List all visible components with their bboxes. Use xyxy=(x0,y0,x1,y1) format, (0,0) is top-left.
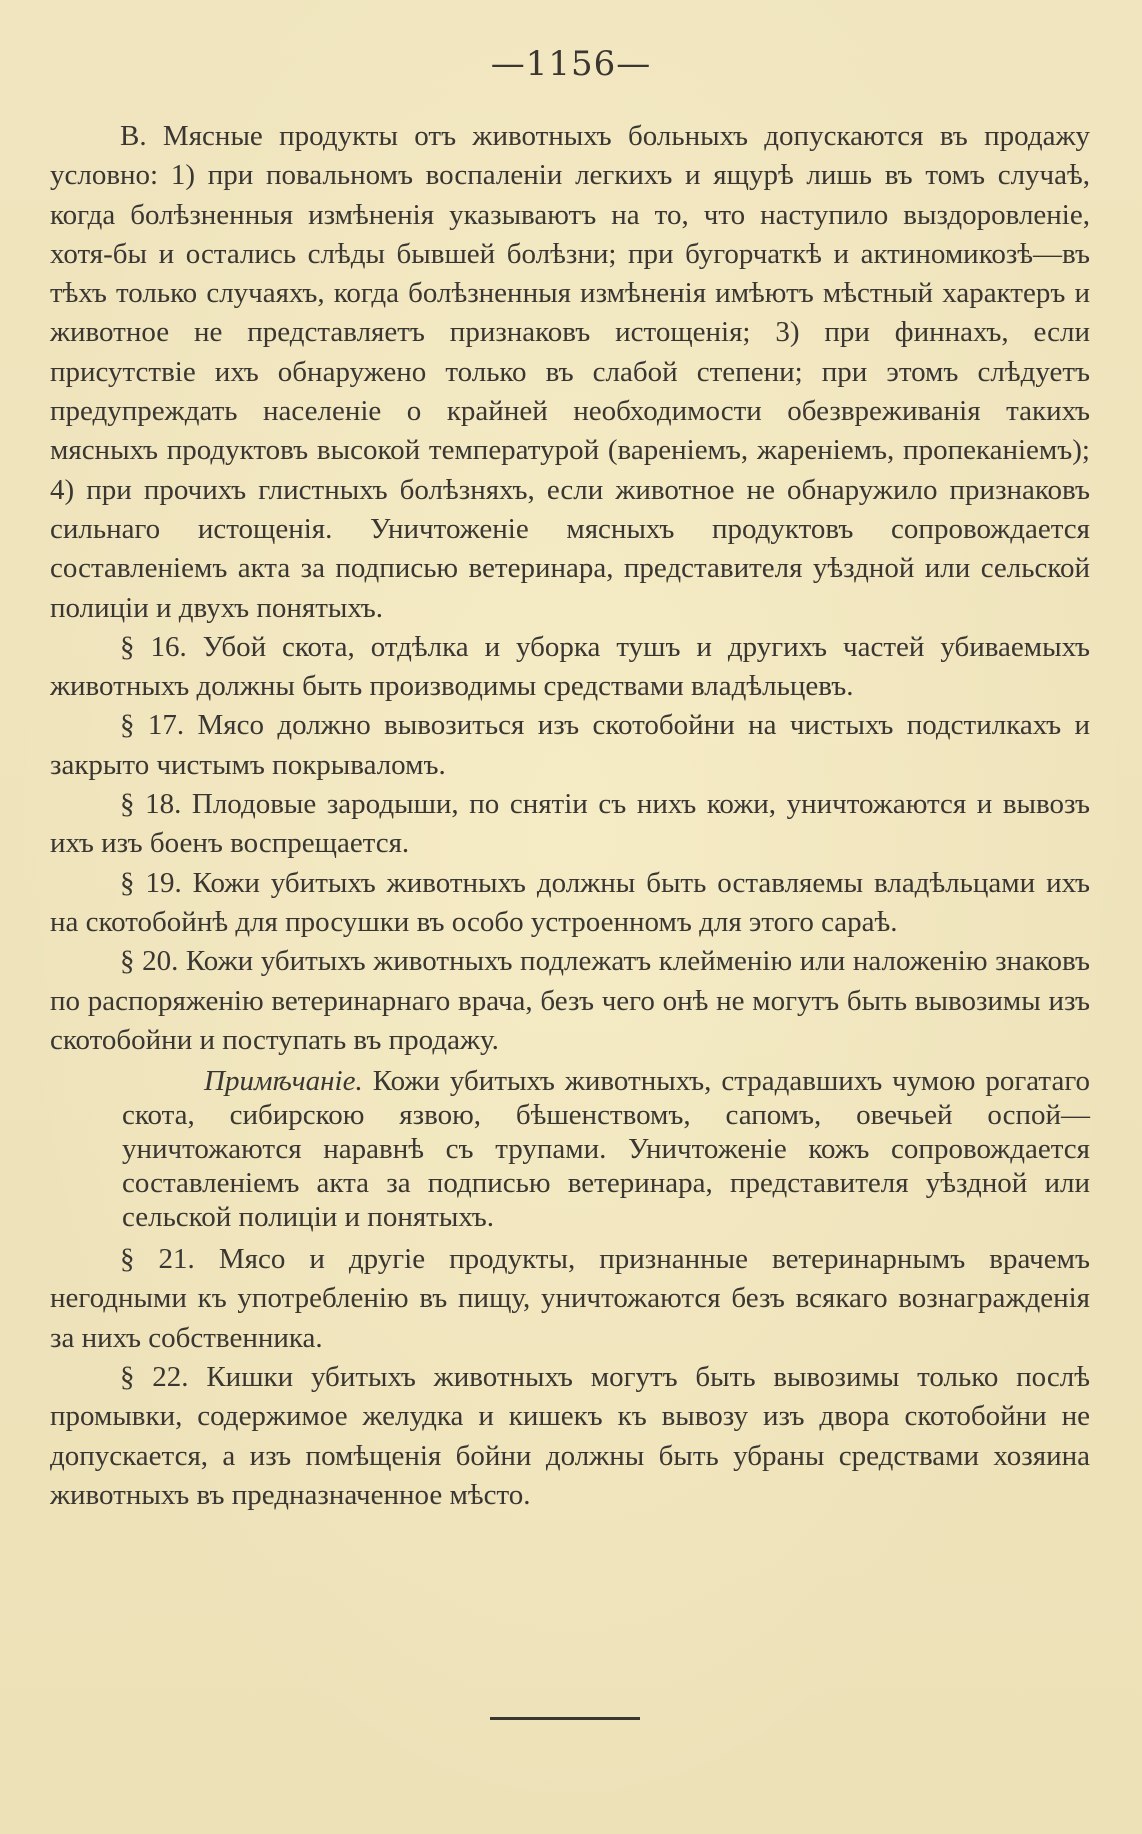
end-rule xyxy=(490,1717,640,1720)
page-number: —1156— xyxy=(490,44,652,84)
paragraph-22: § 22. Кишки убитыхъ животныхъ могутъ быть вывозимы только послѣ промывки, содержимое желудка и кишекъ къ вывозу изъ двора скотобойни не допускается, а изъ помѣщенія бойни должны быть убраны средствами хозяина животныхъ въ предназначенное мѣсто. xyxy=(50,1361,1090,1511)
paragraph-18: § 18. Плодовые зародыши, по снятіи съ нихъ кожи, уничтожаются и вывозъ ихъ изъ боенъ воспрещается. xyxy=(50,788,1090,860)
paragraph-16: § 16. Убой скота, отдѣлка и уборка тушъ и другихъ частей убиваемыхъ животныхъ должны быть производимы средствами владѣльцевъ. xyxy=(50,630,1090,703)
paragraph-b: В. Мясные продукты отъ животныхъ больныхъ допускаются въ продажу условно: 1) при повальномъ воспаленіи легкихъ и ящурѣ лишь въ томъ случаѣ, когда болѣзненныя измѣненія указываютъ на то, что наступило выздоровленіе, хотя-бы и остались слѣды бывшей болѣзни; при бугорчаткѣ и актиномикозѣ—въ тѣхъ только случаяхъ, когда болѣзненныя измѣненія имѣютъ мѣстный характеръ и животное не представляетъ признаковъ истощенія; 3) при финнахъ, если присутствіе ихъ обнаружено только въ слабой степени; при этомъ слѣдуетъ предупреждать населеніе о крайней необходимости обезвреживанія такихъ мясныхъ продуктовъ высокой температурой (вареніемъ, жареніемъ, пропеканіемъ); 4) при прочихъ глистныхъ болѣзняхъ, если животное не обнаружило признаковъ сильнаго истощенія. Уничтоженіе мясныхъ продуктовъ сопровождается составленіемъ акта за подписью ветеринара, представителя уѣздной или сельской полиціи и двухъ понятыхъ. xyxy=(50,120,1090,624)
note-paragraph xyxy=(122,1064,1090,1234)
paragraph-20: § 20. Кожи убитыхъ животныхъ подлежатъ клейменію или наложенію знаковъ по распоряженію ветеринарнаго врача, безъ чего онѣ не могутъ быть вывозимы изъ скотобойни и поступать въ продажу. xyxy=(50,945,1090,1056)
paragraph-19: § 19. Кожи убитыхъ животныхъ должны быть оставляемы владѣльцами ихъ на скотобойнѣ для просушки въ особо устроенномъ для этого сараѣ. xyxy=(50,866,1090,938)
paragraph-21: § 21. Мясо и другіе продукты, признанные ветеринарнымъ врачемъ негодными къ употребленію въ пищу, уничтожаются безъ всякаго вознагражденія за нихъ собственника. xyxy=(50,1243,1090,1354)
note-label: Примѣчаніе. xyxy=(204,1065,363,1098)
note-block xyxy=(122,1064,1090,1234)
paragraph-17: § 17. Мясо должно вывозиться изъ скотобойни на чистыхъ подстилкахъ и закрыто чистымъ покрываломъ. xyxy=(50,709,1090,781)
body-text xyxy=(50,117,1090,1515)
note-text: Кожи убитыхъ животныхъ, страдавшихъ чумою рогатаго скота, сибирскою язвою, бѣшенствомъ, сапомъ, овечьей оспой—уничтожаются наравнѣ съ трупами. Уничтоженіе кожъ сопровождается составленіемъ акта за подписью ветеринара, представителя уѣздной или сельской полиціи и понятыхъ. xyxy=(122,1065,1090,1234)
